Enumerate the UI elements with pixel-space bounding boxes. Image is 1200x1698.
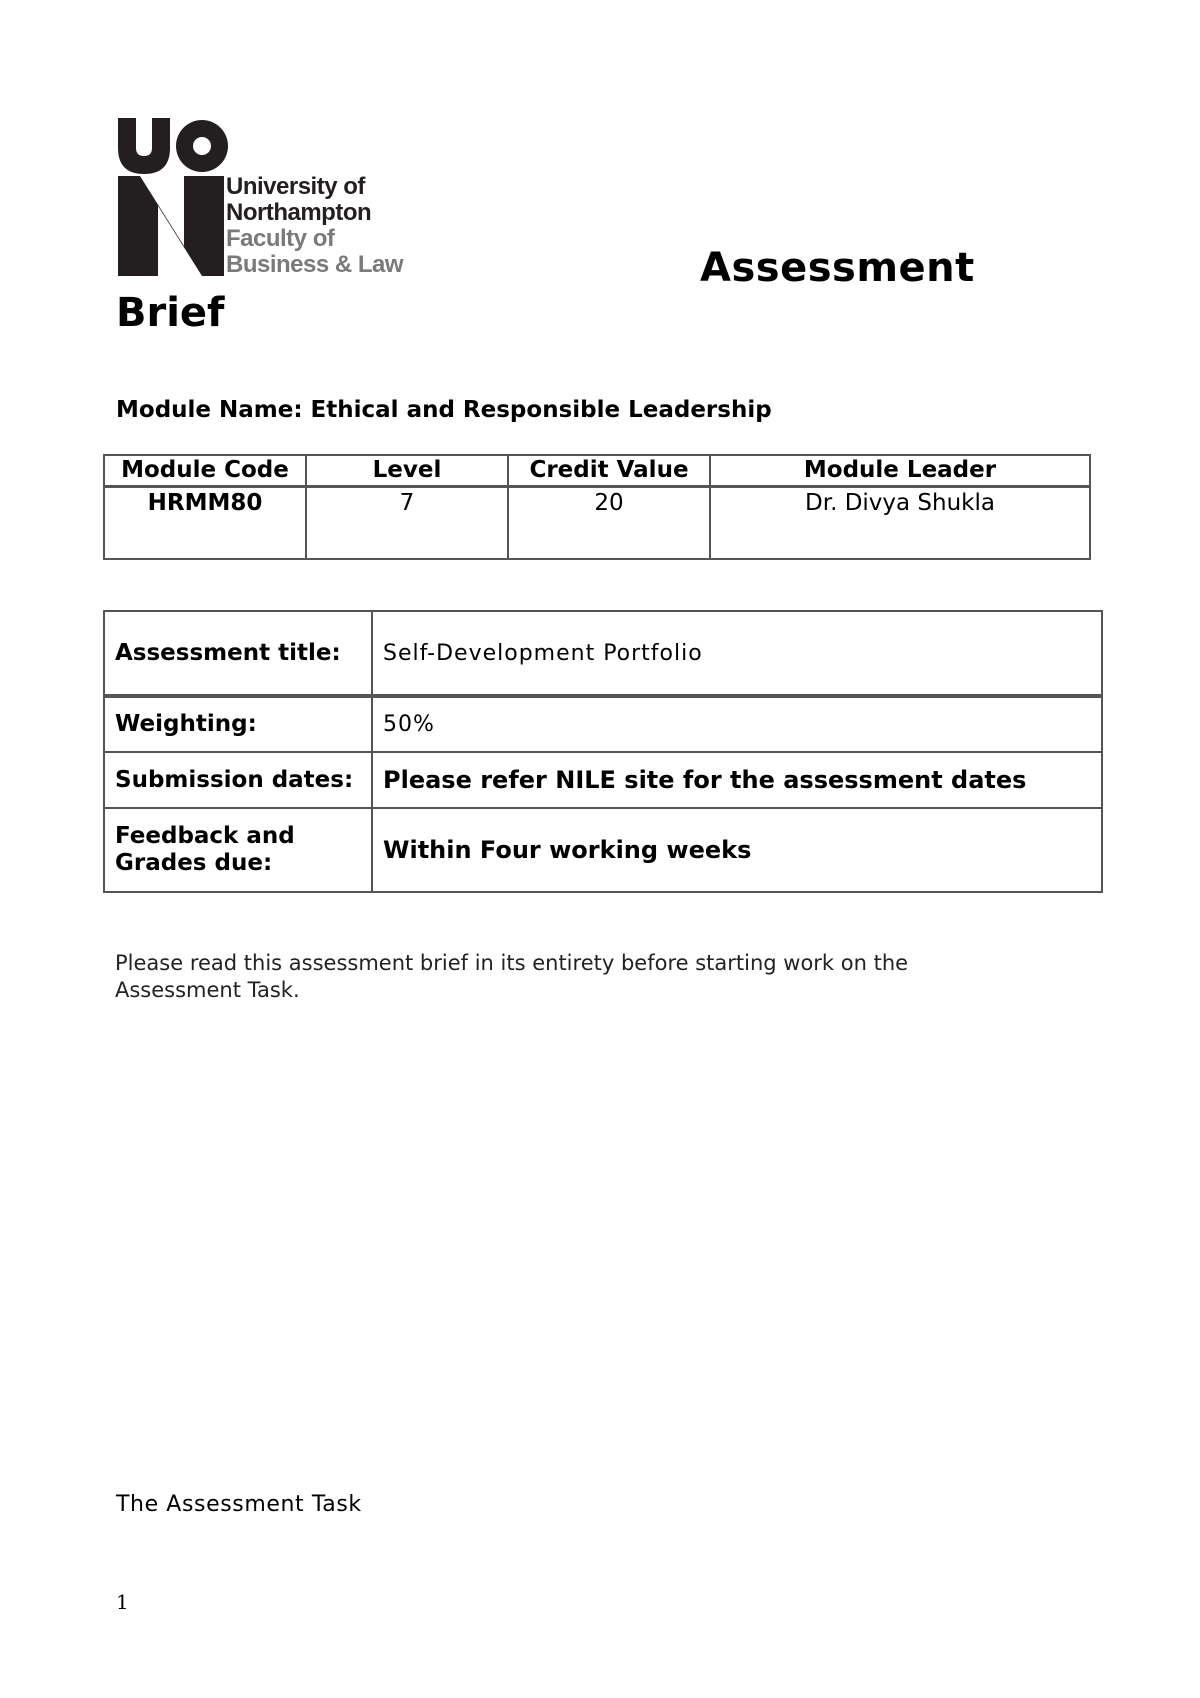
value-submission-dates: Please refer NILE site for the assessment dates bbox=[372, 752, 1102, 808]
document-title-brief: Brief bbox=[116, 290, 225, 336]
table-row bbox=[104, 487, 1090, 560]
module-details-table bbox=[103, 454, 1091, 560]
table-row bbox=[104, 696, 1102, 752]
label-assessment-title: Assessment title: bbox=[104, 611, 372, 696]
header-module-code: Module Code bbox=[104, 455, 306, 487]
cell-module-code: HRMM80 bbox=[104, 487, 306, 560]
value-feedback-grades: Within Four working weeks bbox=[372, 808, 1102, 892]
university-logo bbox=[118, 118, 438, 286]
assessment-details-table bbox=[103, 610, 1103, 893]
document-title-assessment: Assessment bbox=[700, 245, 975, 291]
logo-wordmark bbox=[226, 174, 403, 278]
value-assessment-title: Self-Development Portfolio bbox=[372, 611, 1102, 696]
header-level: Level bbox=[306, 455, 508, 487]
intro-paragraph: Please read this assessment brief in its entirety before starting work on the Assessment Task. bbox=[115, 951, 909, 1002]
section-heading-assessment-task: The Assessment Task bbox=[116, 1492, 362, 1517]
logo-line-4: Business & Law bbox=[226, 251, 404, 278]
page-number: 1 bbox=[116, 1590, 129, 1614]
table-header-row bbox=[104, 455, 1090, 487]
cell-module-leader: Dr. Divya Shukla bbox=[710, 487, 1090, 560]
table-row bbox=[104, 752, 1102, 808]
logo-line-1: University of bbox=[226, 173, 365, 200]
header-module-leader: Module Leader bbox=[710, 455, 1090, 487]
logo-line-2: Northampton bbox=[226, 199, 372, 226]
label-feedback-grades: Feedback and Grades due: bbox=[104, 808, 372, 892]
cell-level: 7 bbox=[306, 487, 508, 560]
uon-monogram-icon bbox=[118, 118, 228, 286]
module-name: Module Name: Ethical and Responsible Leadership bbox=[116, 397, 772, 423]
label-weighting: Weighting: bbox=[104, 696, 372, 752]
label-submission-dates: Submission dates: bbox=[104, 752, 372, 808]
value-weighting: 50% bbox=[372, 696, 1102, 752]
table-row bbox=[104, 611, 1102, 696]
table-row bbox=[104, 808, 1102, 892]
header-credit-value: Credit Value bbox=[508, 455, 710, 487]
logo-line-3: Faculty of bbox=[226, 225, 335, 252]
cell-credit-value: 20 bbox=[508, 487, 710, 560]
